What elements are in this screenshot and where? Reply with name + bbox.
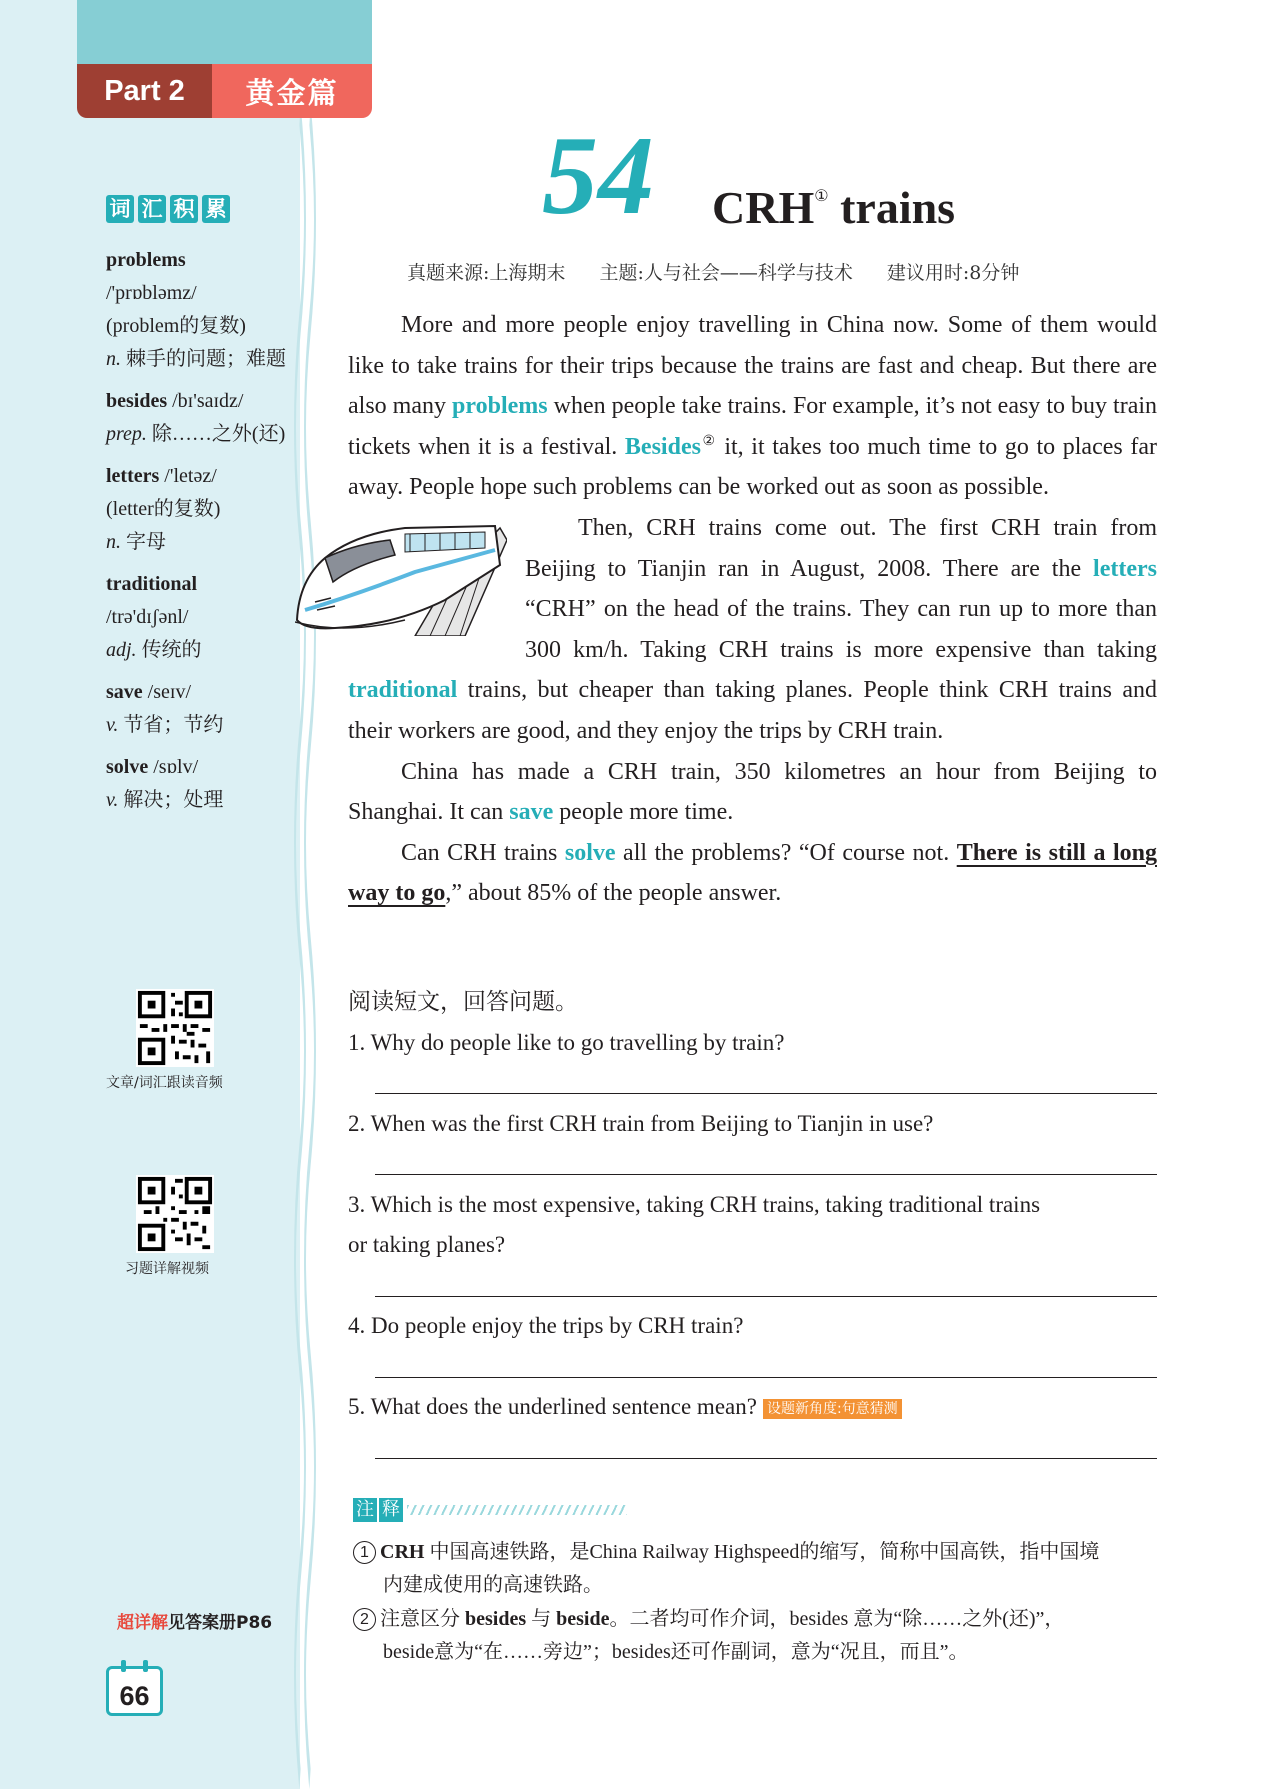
vocab-pos: n.: [106, 531, 121, 553]
keyword: letters: [1093, 555, 1157, 582]
note-text: beside意为“在……旁边”；besides还可作副词，意为“况且，而且”。: [383, 1641, 969, 1663]
vocab-title-char: 词: [106, 195, 134, 223]
page-number: 66: [106, 1666, 163, 1716]
question-4: 4. Do people enjoy the trips by CRH train?: [348, 1313, 744, 1338]
text: More and more people enjoy travelling in China now. Some of them would like to take trains for their trips because the trains are fast and cheap. But there are also many: [348, 312, 1157, 420]
qr-code-audio-icon[interactable]: [136, 989, 214, 1067]
question-2: 2. When was the first CRH train from Beijing to Tianjin in use?: [348, 1111, 934, 1136]
answer-reference: [117, 1608, 272, 1633]
title-footnote-mark: ①: [814, 188, 829, 205]
notes-title-char: 释: [379, 1498, 403, 1522]
lesson-number: 54: [542, 114, 654, 238]
vocab-meaning: 节省；节约: [123, 714, 224, 736]
question-1: 1. Why do people like to go travelling by train?: [348, 1030, 785, 1055]
note-text: 与: [526, 1608, 557, 1630]
vocab-meaning: 传统的: [141, 639, 202, 661]
text: trains, but cheaper than taking planes. People think CRH trains and their workers are good, and they enjoy the trips by CRH train.: [348, 677, 1157, 744]
keyword: solve: [564, 839, 616, 866]
text: it, it takes too much time to go to places far away. People hope such problems can be worked out as soon as possible.: [348, 433, 1157, 501]
footnote-mark: ②: [700, 433, 717, 449]
questions-instruction: 阅读短文，回答问题。: [348, 989, 578, 1015]
vocab-word: letters: [106, 465, 160, 487]
vocab-title-char: 汇: [138, 195, 166, 223]
paragraph: [348, 508, 1157, 752]
vocab-phonetic: /sɒlv/: [153, 756, 199, 778]
question-3: 3. Which is the most expensive, taking CRH trains, taking traditional trains: [348, 1192, 1041, 1217]
notes-title: [353, 1498, 627, 1522]
keyword: traditional: [348, 677, 458, 704]
vocab-entry: [106, 385, 286, 451]
reading-passage: [348, 305, 1157, 914]
question-5: [348, 1387, 1157, 1427]
question-tag: 设题新角度:句意猜测: [763, 1399, 902, 1419]
text: when people take trains. For example, it’s not easy to buy train tickets when it is a festival.: [348, 393, 1158, 460]
paragraph: [348, 305, 1157, 508]
vocab-pos: v.: [106, 714, 119, 736]
vocab-entry: [106, 244, 286, 376]
answer-line-4[interactable]: [375, 1377, 1157, 1378]
train-illustration: [295, 510, 507, 636]
vocab-word: solve: [106, 756, 149, 778]
title-main: CRH: [712, 182, 815, 233]
vocab-phonetic: /trə'dɪʃənl/: [106, 606, 189, 628]
vocab-title-char: 累: [202, 195, 230, 223]
text: people more time.: [553, 799, 734, 826]
vocab-phonetic: /'prɒbləmz/: [106, 282, 197, 304]
vocab-phonetic: /'letəz/: [164, 465, 217, 487]
qr-audio-label: 文章/词汇跟读音频: [106, 1075, 223, 1091]
vocab-word: save: [106, 681, 143, 703]
part-banner: [77, 64, 372, 118]
vocab-meaning: 字母: [126, 531, 166, 553]
vocab-meaning: 棘手的问题；难题: [126, 348, 286, 370]
text: Then, CRH trains come out. The first CRH train from Beijing to Tianjin ran in August, 2008. There are the: [525, 514, 1157, 582]
answer-line-2[interactable]: [375, 1174, 1157, 1175]
vocab-list: [106, 244, 286, 826]
text: Can CRH trains: [401, 839, 565, 866]
answer-line-5[interactable]: [375, 1458, 1157, 1459]
note-number: 1: [353, 1541, 376, 1564]
qr-code-video-icon[interactable]: [136, 1175, 214, 1253]
vocab-entry: [106, 460, 286, 559]
vocab-phonetic: /seɪv/: [147, 681, 192, 703]
note-term: CRH: [380, 1541, 425, 1563]
note-term: besides: [465, 1608, 527, 1630]
underlined-sentence: There is still a long way to go: [348, 839, 1157, 907]
meta-time: 建议用时:8分钟: [886, 262, 1020, 284]
question-5-text: 5. What does the underlined sentence mean?: [348, 1394, 757, 1419]
note-2: [353, 1603, 1158, 1669]
note-1: [353, 1536, 1158, 1602]
notes-title-char: 注: [353, 1498, 377, 1522]
vocab-word: problems: [106, 249, 186, 271]
question-3-cont: or taking planes?: [348, 1232, 506, 1257]
answer-line-1[interactable]: [375, 1093, 1157, 1094]
text: ,” about 85% of the people answer.: [445, 880, 782, 907]
keyword: problems: [452, 393, 548, 420]
vocab-phonetic: /bɪ'saɪdz/: [172, 390, 244, 412]
answer-ref-text: 见答案册P86: [168, 1613, 273, 1633]
vocab-entry: [106, 568, 286, 667]
meta-theme: 主题:人与社会——科学与技术: [599, 262, 853, 284]
vocab-note: (problem的复数): [106, 315, 246, 337]
note-text: 。二者均可作介词，besides 意为“除……之外(还)”，: [609, 1608, 1065, 1630]
note-number: 2: [353, 1608, 376, 1631]
note-term: beside: [556, 1608, 610, 1630]
vocab-pos: adj.: [106, 639, 137, 661]
text: “CRH” on the head of the trains. They can run up to more than 300 km/h. Taking CRH trains is more expensive than taking: [525, 596, 1157, 663]
title-rest: trains: [828, 182, 956, 233]
paragraph: [348, 752, 1157, 833]
vocab-title-char: 积: [170, 195, 198, 223]
note-text: 注意区分: [380, 1608, 465, 1630]
part-name: 黄金篇: [212, 64, 372, 118]
vocab-meaning: 除……之外(还): [151, 423, 286, 445]
vocab-entry: [106, 676, 286, 742]
vocab-word: besides: [106, 390, 168, 412]
qr-video-label: 习题详解视频: [125, 1261, 209, 1277]
keyword: save: [509, 799, 554, 826]
wave-edge-decoration: [292, 115, 322, 1789]
keyword: Besides: [624, 433, 701, 460]
text: China has made a CRH train, 350 kilometres an hour from Beijing to Shanghai. It can: [348, 758, 1157, 826]
vocab-pos: n.: [106, 348, 121, 370]
text: all the problems? “Of course not.: [615, 839, 957, 866]
vocab-word: traditional: [106, 573, 198, 595]
notes-title-decoration: [407, 1505, 627, 1515]
paragraph: [348, 833, 1157, 914]
header-tab-decoration: [77, 0, 372, 64]
vocab-entry: [106, 751, 286, 817]
lesson-title: [712, 182, 956, 233]
vocab-note: (letter的复数): [106, 498, 221, 520]
lesson-meta: [407, 258, 1047, 285]
answer-ref-highlight: 超详解: [117, 1613, 168, 1633]
vocab-title: [106, 195, 230, 223]
part-label: Part 2: [77, 64, 212, 118]
vocab-meaning: 解决；处理: [123, 789, 224, 811]
note-text: 中国高速铁路，是China Railway Highspeed的缩写，简称中国高铁，指中国境: [424, 1541, 1100, 1563]
answer-line-3[interactable]: [375, 1296, 1157, 1297]
note-text: 内建成使用的高速铁路。: [383, 1574, 603, 1596]
meta-source: 真题来源:上海期末: [407, 262, 566, 284]
vocab-pos: v.: [106, 789, 119, 811]
vocab-pos: prep.: [106, 423, 147, 445]
